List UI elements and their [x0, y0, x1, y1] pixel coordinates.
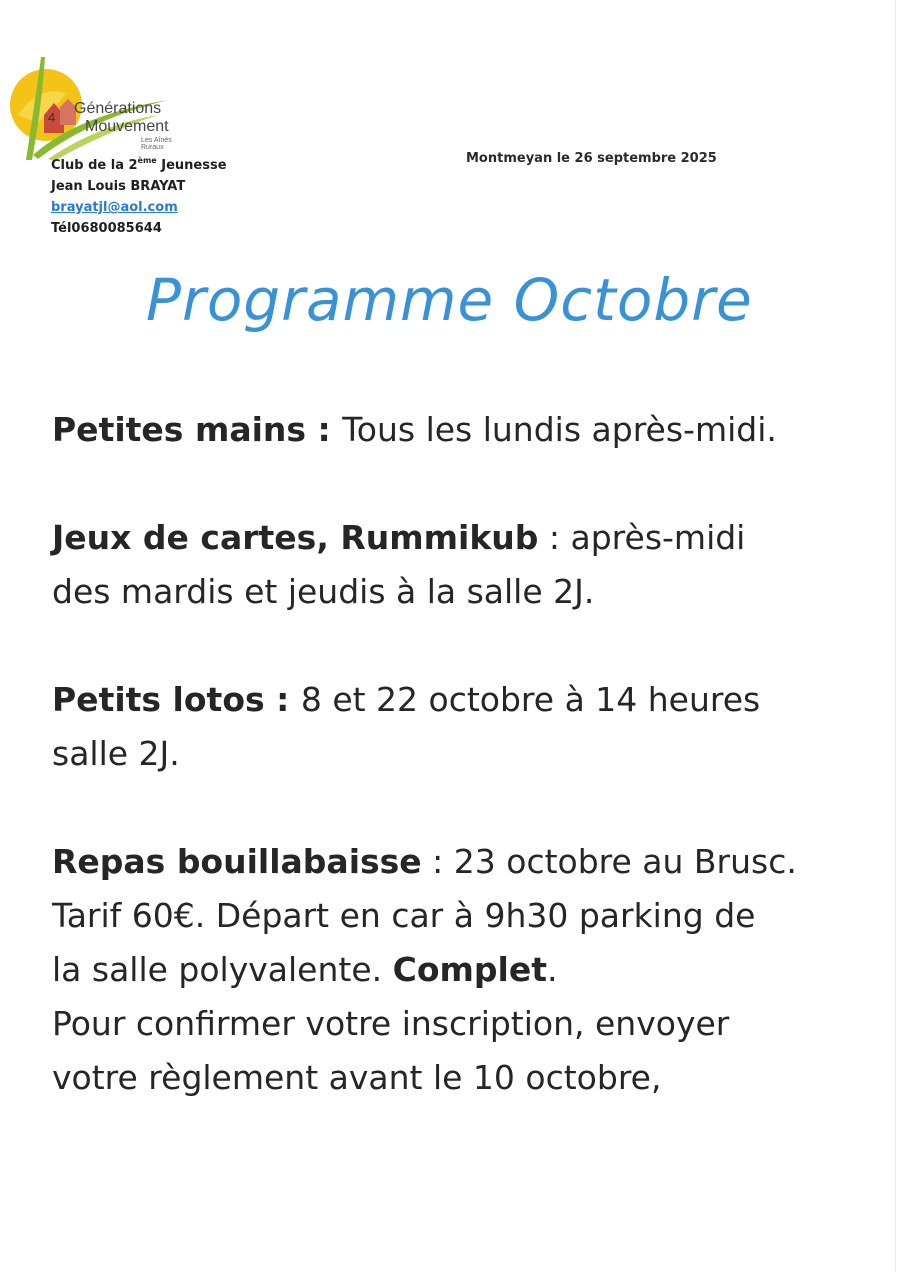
section-jeux: [52, 511, 852, 565]
section-lotos-line2: salle 2J.: [52, 734, 180, 773]
email-link[interactable]: brayatjl@aol.com: [51, 200, 178, 215]
club-prefix: Club de la 2: [51, 158, 138, 173]
separator: :: [306, 410, 343, 449]
club-name: [51, 150, 227, 176]
section-text: la salle polyvalente.: [52, 950, 393, 989]
page-title: Programme Octobre: [146, 266, 753, 334]
logo-brand-subtitle: Les Aînés Ruraux: [141, 137, 172, 151]
generations-mouvement-logo: [8, 55, 188, 165]
contact-block: [51, 150, 227, 239]
section-repas-line2: Tarif 60€. Départ en car à 9h30 parking de: [52, 896, 756, 935]
logo-brand-line2: Mouvement: [85, 118, 169, 135]
section-jeux-line2: des mardis et jeudis à la salle 2J.: [52, 572, 595, 611]
section-label: Petits lotos: [52, 680, 265, 719]
section-label: Jeux de cartes, Rummikub: [52, 518, 539, 557]
section-text: Tous les lundis après-midi.: [342, 410, 777, 449]
section-text: .: [547, 950, 558, 989]
section-repas-line3: [52, 943, 852, 997]
logo-number: 4: [48, 110, 56, 125]
contact-phone: Tél0680085644: [51, 221, 162, 236]
program-body: [52, 403, 852, 1105]
section-label: Repas bouillabaisse: [52, 842, 422, 881]
separator: :: [264, 680, 301, 719]
scan-edge: [895, 0, 896, 1272]
section-text: 8 et 22 octobre à 14 heures: [300, 680, 761, 719]
section-label: Petites mains: [52, 410, 307, 449]
complet-label: Complet: [392, 950, 547, 989]
section-text: : après-midi: [538, 518, 746, 557]
section-repas-line5: votre règlement avant le 10 octobre,: [52, 1058, 662, 1097]
letter-date: Montmeyan le 26 septembre 2025: [466, 151, 717, 166]
section-repas-line4: Pour confirmer votre inscription, envoyer: [52, 1004, 730, 1043]
club-suffix: Jeunesse: [156, 158, 227, 173]
section-repas: [52, 835, 852, 889]
section-text: : 23 octobre au Brusc.: [421, 842, 797, 881]
section-lotos: [52, 673, 852, 727]
logo-text: [8, 55, 188, 165]
section-petites-mains: [52, 403, 852, 457]
logo-brand-line1: Générations: [74, 100, 162, 117]
contact-name: Jean Louis BRAYAT: [51, 179, 186, 194]
club-superscript: ème: [137, 156, 157, 165]
